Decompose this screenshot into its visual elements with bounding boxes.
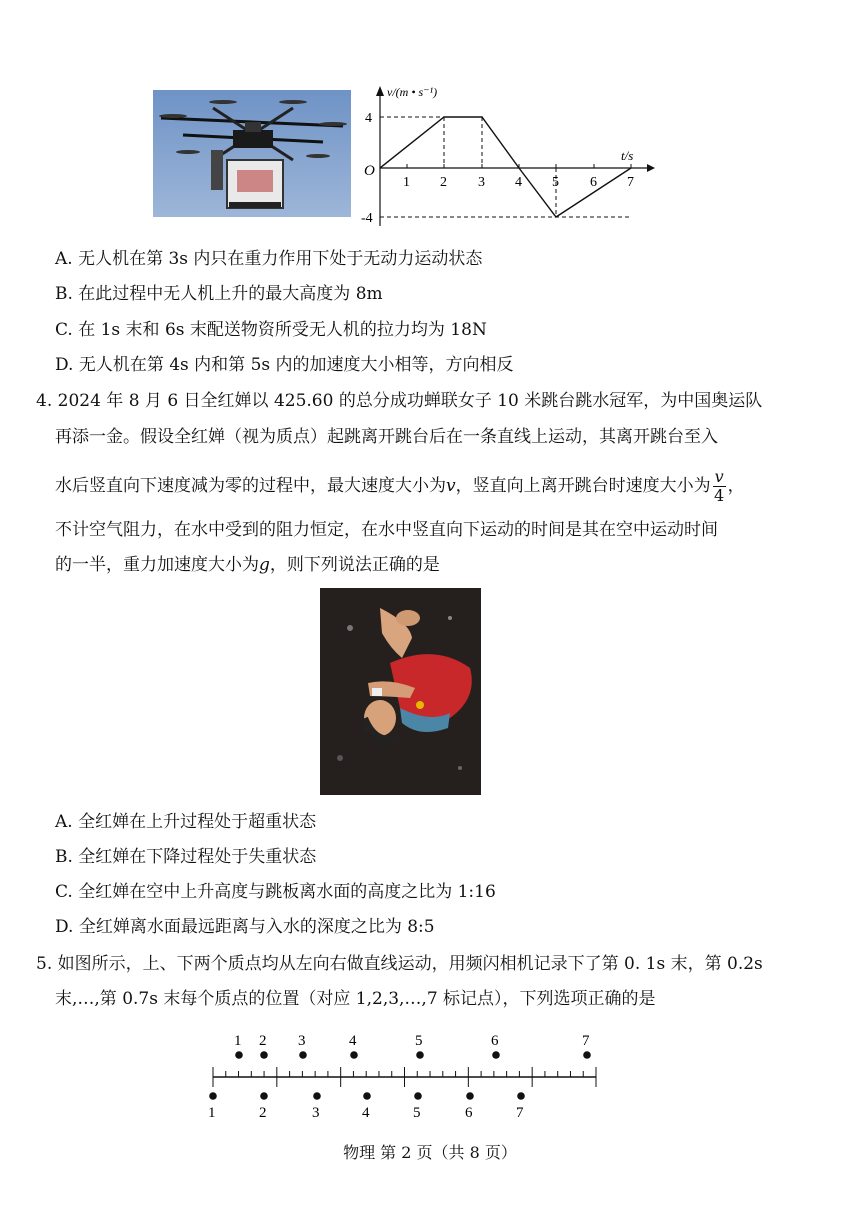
top-particle-dot bbox=[299, 1051, 307, 1059]
x-tick-5: 5 bbox=[552, 175, 559, 190]
bottom-label-5: 5 bbox=[413, 1105, 421, 1121]
q4-text-part: ，竖直向上离开跳台时速度大小为 bbox=[455, 476, 711, 496]
q4-stem-line3 bbox=[55, 466, 745, 506]
top-label-5: 5 bbox=[415, 1033, 423, 1049]
top-particle-dot bbox=[350, 1051, 358, 1059]
q4-text-part: ， bbox=[727, 476, 745, 496]
q4-text-part: 的一半，重力加速度大小为 bbox=[55, 555, 259, 575]
top-particle-dot bbox=[416, 1051, 424, 1059]
x-tick-2: 2 bbox=[440, 175, 447, 190]
fraction-v-over-4 bbox=[713, 468, 726, 505]
fraction-denominator: 4 bbox=[714, 486, 725, 505]
var-v: v bbox=[446, 476, 456, 496]
x-tick-6: 6 bbox=[590, 175, 597, 190]
q4-stem-line2: 再添一金。假设全红婵（视为质点）起跳离开跳台后在一条直线上运动，其离开跳台至入 bbox=[55, 427, 718, 447]
y-tick-4: 4 bbox=[365, 111, 372, 126]
q4-text-part: 水后竖直向下速度减为零的过程中，最大速度大小为 bbox=[55, 476, 446, 496]
q5-stem-line2: 末,…,第 0.7s 末每个质点的位置（对应 1,2,3,…,7 标记点），下列选项正确的是 bbox=[55, 989, 656, 1009]
bottom-particle-dot bbox=[209, 1092, 217, 1100]
top-particle-dot bbox=[583, 1051, 591, 1059]
top-label-3: 3 bbox=[298, 1033, 306, 1049]
q3-option-a: A. 无人机在第 3s 内只在重力作用下处于无动力运动状态 bbox=[55, 249, 483, 269]
x-axis-label: t/s bbox=[621, 148, 634, 163]
bottom-label-6: 6 bbox=[465, 1105, 473, 1121]
top-label-6: 6 bbox=[491, 1033, 499, 1049]
q3-option-d: D. 无人机在第 4s 内和第 5s 内的加速度大小相等，方向相反 bbox=[55, 355, 514, 375]
drone-photo bbox=[153, 90, 351, 217]
x-tick-7: 7 bbox=[627, 175, 634, 190]
var-g: g bbox=[259, 555, 270, 575]
top-label-2: 2 bbox=[259, 1033, 267, 1049]
top-label-4: 4 bbox=[349, 1033, 357, 1049]
q5-stem-line1: 5. 如图所示，上、下两个质点均从左向右做直线运动，用频闪相机记录下了第 0. 1s 末，第 0.2s bbox=[36, 954, 763, 974]
q4-option-a: A. 全红婵在上升过程处于超重状态 bbox=[55, 812, 317, 832]
velocity-time-graph bbox=[360, 80, 660, 230]
strobe-diagram bbox=[200, 1025, 610, 1125]
bottom-particle-dot bbox=[414, 1092, 422, 1100]
q4-option-b: B. 全红婵在下降过程处于失重状态 bbox=[55, 847, 317, 867]
bottom-particle-dot bbox=[517, 1092, 525, 1100]
q4-option-c: C. 全红婵在空中上升高度与跳板离水面的高度之比为 1:16 bbox=[55, 882, 496, 902]
bottom-particle-dot bbox=[260, 1092, 268, 1100]
q3-option-c: C. 在 1s 末和 6s 末配送物资所受无人机的拉力均为 18N bbox=[55, 320, 487, 340]
q4-stem-line1: 4. 2024 年 8 月 6 日全红婵以 425.60 的总分成功蝉联女子 10 米跳台跳水冠军，为中国奥运队 bbox=[36, 391, 763, 411]
q4-option-d: D. 全红婵离水面最远距离与入水的深度之比为 8:5 bbox=[55, 917, 435, 937]
bottom-label-1: 1 bbox=[208, 1105, 216, 1121]
q4-stem-line4: 不计空气阻力，在水中受到的阻力恒定，在水中竖直向下运动的时间是其在空中运动时间 bbox=[55, 520, 718, 540]
q3-option-b: B. 在此过程中无人机上升的最大高度为 8m bbox=[55, 284, 383, 304]
top-particle-dot bbox=[492, 1051, 500, 1059]
bottom-particle-dot bbox=[466, 1092, 474, 1100]
top-label-7: 7 bbox=[582, 1033, 590, 1049]
fraction-numerator: v bbox=[714, 467, 724, 486]
q4-text-part: ，则下列说法正确的是 bbox=[269, 555, 440, 575]
bottom-label-4: 4 bbox=[362, 1105, 370, 1121]
x-tick-1: 1 bbox=[403, 175, 410, 190]
x-tick-4: 4 bbox=[515, 175, 522, 190]
bottom-particle-dot bbox=[313, 1092, 321, 1100]
x-tick-3: 3 bbox=[478, 175, 485, 190]
page-footer: 物理 第 2 页（共 8 页） bbox=[343, 1143, 517, 1162]
top-particle-dot bbox=[235, 1051, 243, 1059]
bottom-label-7: 7 bbox=[516, 1105, 524, 1121]
y-axis-label: v/(m • s⁻¹) bbox=[387, 85, 438, 99]
bottom-particle-dot bbox=[363, 1092, 371, 1100]
bottom-label-2: 2 bbox=[259, 1105, 267, 1121]
y-tick-neg4: -4 bbox=[361, 211, 373, 226]
origin-label: O bbox=[364, 163, 375, 179]
top-label-1: 1 bbox=[234, 1033, 242, 1049]
diver-photo bbox=[320, 588, 481, 795]
bottom-label-3: 3 bbox=[312, 1105, 320, 1121]
q4-stem-line5 bbox=[55, 553, 440, 577]
velocity-curve bbox=[380, 117, 634, 217]
top-particle-dot bbox=[260, 1051, 268, 1059]
